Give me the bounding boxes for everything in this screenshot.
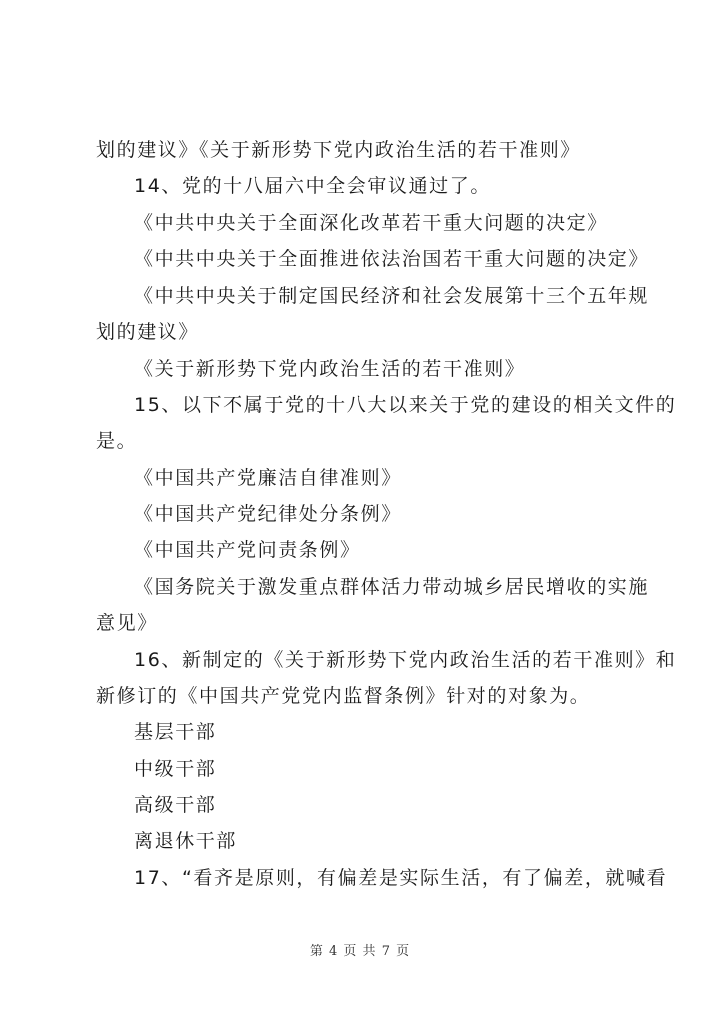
option-line: 中级干部	[134, 758, 217, 780]
text-line: 是。	[96, 430, 138, 452]
option-line: 基层干部	[134, 721, 217, 743]
question-15: 15、以下不属于党的十八大以来关于党的建设的相关文件的	[134, 394, 677, 416]
option-line: 《中共中央关于全面深化改革若干重大问题的决定》	[134, 212, 608, 234]
text-line: 划的建议》《关于新形势下党内政治生活的若干准则》	[96, 139, 581, 161]
text-line: 划的建议》	[96, 321, 200, 343]
option-line: 《中国共产党纪律处分条例》	[134, 503, 402, 525]
option-line: 《中共中央关于制定国民经济和社会发展第十三个五年规	[134, 285, 650, 307]
option-line: 《中国共产党廉洁自律准则》	[134, 467, 402, 489]
question-17: 17、“看齐是原则，有偏差是实际生活，有了偏差，就喊看	[134, 867, 668, 889]
text-line: 新修订的《中国共产党党内监督条例》针对的对象为。	[96, 685, 591, 707]
option-line: 《关于新形势下党内政治生活的若干准则》	[134, 358, 526, 380]
option-line: 高级干部	[134, 794, 217, 816]
option-line: 《中国共产党问责条例》	[134, 539, 361, 561]
text-line: 意见》	[96, 612, 158, 634]
option-line: 《中共中央关于全面推进依法治国若干重大问题的决定》	[134, 248, 650, 270]
question-14: 14、党的十八届六中全会审议通过了。	[134, 175, 491, 197]
option-line: 离退休干部	[134, 830, 238, 852]
option-line: 《国务院关于激发重点群体活力带动城乡居民增收的实施	[134, 576, 650, 598]
question-16: 16、新制定的《关于新形势下党内政治生活的若干准则》和	[134, 649, 677, 671]
page-footer: 第 4 页 共 7 页	[309, 944, 411, 959]
